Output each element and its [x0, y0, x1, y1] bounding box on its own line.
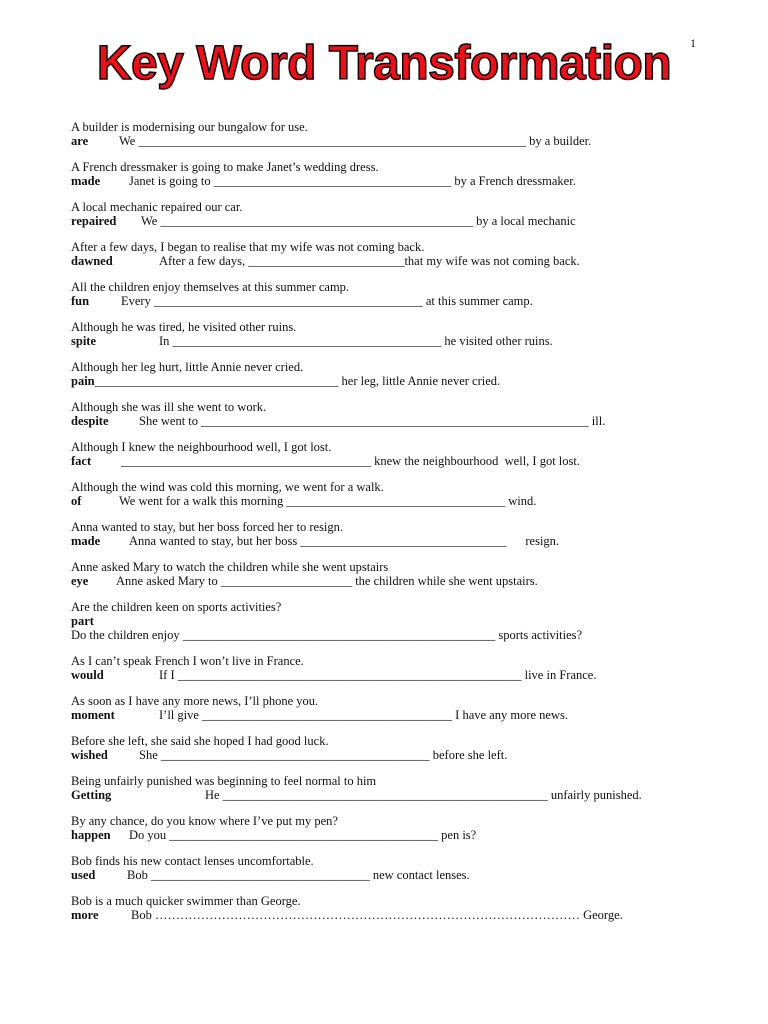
transformation-line — [71, 788, 711, 802]
transformation-line — [71, 334, 711, 348]
key-word: made — [71, 174, 101, 188]
key-word: moment — [71, 708, 115, 722]
key-word: used — [71, 868, 96, 882]
exercise-item — [71, 120, 711, 148]
key-word: fact — [71, 454, 92, 468]
key-word: wished — [71, 748, 108, 762]
transformation-line — [71, 574, 711, 588]
transformation-line — [71, 494, 711, 508]
key-word: eye — [71, 574, 89, 588]
transformation-line — [71, 174, 711, 188]
answer-gap-line[interactable]: Anna wanted to stay, but her boss _________________________________ resign. — [129, 534, 560, 548]
transformation-line — [71, 414, 711, 428]
answer-gap-line[interactable]: Every ___________________________________________ at this summer camp. — [121, 294, 533, 308]
key-word: made — [71, 534, 101, 548]
exercise-item — [71, 894, 711, 922]
transformation-line — [71, 868, 711, 882]
exercise-item — [71, 734, 711, 762]
original-sentence: Before she left, she said she hoped I had good luck. — [71, 734, 329, 748]
original-sentence: Although the wind was cold this morning, we went for a walk. — [71, 480, 384, 494]
original-sentence: Although she was ill she went to work. — [71, 400, 267, 414]
key-word: of — [71, 494, 82, 508]
answer-gap-line[interactable]: In ___________________________________________ he visited other ruins. — [159, 334, 553, 348]
answer-gap-line[interactable]: ________________________________________ knew the neighbourhood well, I got lost. — [121, 454, 580, 468]
exercise-item — [71, 440, 711, 468]
original-sentence: As soon as I have any more news, I’ll phone you. — [71, 694, 319, 708]
transformation-line — [71, 294, 711, 308]
original-sentence: Being unfairly punished was beginning to feel normal to him — [71, 774, 377, 788]
key-word: despite — [71, 414, 109, 428]
transformation-line — [71, 534, 711, 548]
exercise-item — [71, 200, 711, 228]
exercise-item — [71, 854, 711, 882]
answer-gap-line[interactable]: Do you ___________________________________________ pen is? — [129, 828, 477, 842]
key-word: are — [71, 134, 89, 148]
transformation-line — [71, 374, 711, 388]
key-word: more — [71, 908, 99, 922]
transformation-line — [71, 614, 711, 628]
original-sentence: All the children enjoy themselves at this summer camp. — [71, 280, 350, 294]
original-sentence: Although he was tired, he visited other ruins. — [71, 320, 297, 334]
original-sentence: By any chance, do you know where I’ve put my pen? — [71, 814, 338, 828]
original-sentence: Anne asked Mary to watch the children while she went upstairs — [71, 560, 389, 574]
answer-gap-line[interactable]: Bob ___________________________________ new contact lenses. — [127, 868, 470, 882]
exercise-item — [71, 694, 711, 722]
exercise-item — [71, 520, 711, 548]
answer-gap-line[interactable]: We __________________________________________________ by a local mechanic — [141, 214, 576, 228]
original-sentence: Although her leg hurt, little Annie never cried. — [71, 360, 304, 374]
exercise-item — [71, 560, 711, 588]
answer-gap-line[interactable]: He ____________________________________________________ unfairly punished. — [205, 788, 642, 802]
original-sentence: Are the children keen on sports activities? — [71, 600, 282, 614]
key-word: repaired — [71, 214, 117, 228]
transformation-answer-line — [71, 628, 711, 642]
answer-gap-line[interactable]: After a few days, _________________________that my wife was not coming back. — [159, 254, 580, 268]
key-word: fun — [71, 294, 90, 308]
answer-gap-line[interactable]: We ______________________________________________________________ by a builder. — [119, 134, 592, 148]
exercise-item — [71, 280, 711, 308]
original-sentence: As I can’t speak French I won’t live in France. — [71, 654, 304, 668]
answer-gap-line[interactable]: She ___________________________________________ before she left. — [139, 748, 508, 762]
transformation-line — [71, 214, 711, 228]
original-sentence: Anna wanted to stay, but her boss forced her to resign. — [71, 520, 344, 534]
exercise-list — [71, 120, 711, 934]
exercise-item — [71, 814, 711, 842]
exercise-item — [71, 774, 711, 802]
original-sentence: Bob is a much quicker swimmer than George. — [71, 894, 301, 908]
page-number: 1 — [690, 36, 696, 50]
key-word: happen — [71, 828, 111, 842]
exercise-item — [71, 320, 711, 348]
transformation-line — [71, 908, 711, 922]
answer-gap-line[interactable]: Anne asked Mary to _____________________ the children while she went upstairs. — [116, 574, 538, 588]
exercise-item — [71, 400, 711, 428]
exercise-item — [71, 600, 711, 642]
exercise-item — [71, 360, 711, 388]
original-sentence: A local mechanic repaired our car. — [71, 200, 243, 214]
key-word: pain — [71, 374, 95, 388]
answer-gap-line[interactable]: She went to ______________________________________________________________ ill. — [139, 414, 606, 428]
original-sentence: A builder is modernising our bungalow for use. — [71, 120, 308, 134]
answer-gap-line[interactable]: _______________________________________ her leg, little Annie never cried. — [94, 374, 501, 388]
original-sentence: Although I knew the neighbourhood well, I got lost. — [71, 440, 332, 454]
transformation-line — [71, 254, 711, 268]
transformation-line — [71, 454, 711, 468]
title-container — [0, 37, 768, 90]
key-word: part — [71, 614, 94, 628]
transformation-line — [71, 828, 711, 842]
answer-gap-line[interactable]: I’ll give ________________________________________ I have any more news. — [159, 708, 568, 722]
key-word: would — [71, 668, 104, 682]
answer-gap-line[interactable]: Do the children enjoy __________________________________________________ sports activities? — [71, 628, 583, 642]
key-word: spite — [71, 334, 96, 348]
exercise-item — [71, 160, 711, 188]
worksheet-title: Key Word Transformation — [96, 37, 672, 90]
transformation-line — [71, 668, 711, 682]
original-sentence: A French dressmaker is going to make Janet’s wedding dress. — [71, 160, 379, 174]
transformation-line — [71, 708, 711, 722]
original-sentence: Bob finds his new contact lenses uncomfortable. — [71, 854, 314, 868]
key-word: Getting — [71, 788, 112, 802]
key-word: dawned — [71, 254, 113, 268]
exercise-item — [71, 654, 711, 682]
transformation-line — [71, 134, 711, 148]
answer-gap-line[interactable]: We went for a walk this morning ___________________________________ wind. — [119, 494, 537, 508]
answer-gap-line[interactable]: Bob ………………………………………………………………………………………… George. — [131, 908, 623, 922]
exercise-item — [71, 480, 711, 508]
answer-gap-line[interactable]: Janet is going to ______________________________________ by a French dressmaker. — [129, 174, 576, 188]
answer-gap-line[interactable]: If I _______________________________________________________ live in France. — [159, 668, 597, 682]
exercise-item — [71, 240, 711, 268]
transformation-line — [71, 748, 711, 762]
original-sentence: After a few days, I began to realise that my wife was not coming back. — [71, 240, 425, 254]
